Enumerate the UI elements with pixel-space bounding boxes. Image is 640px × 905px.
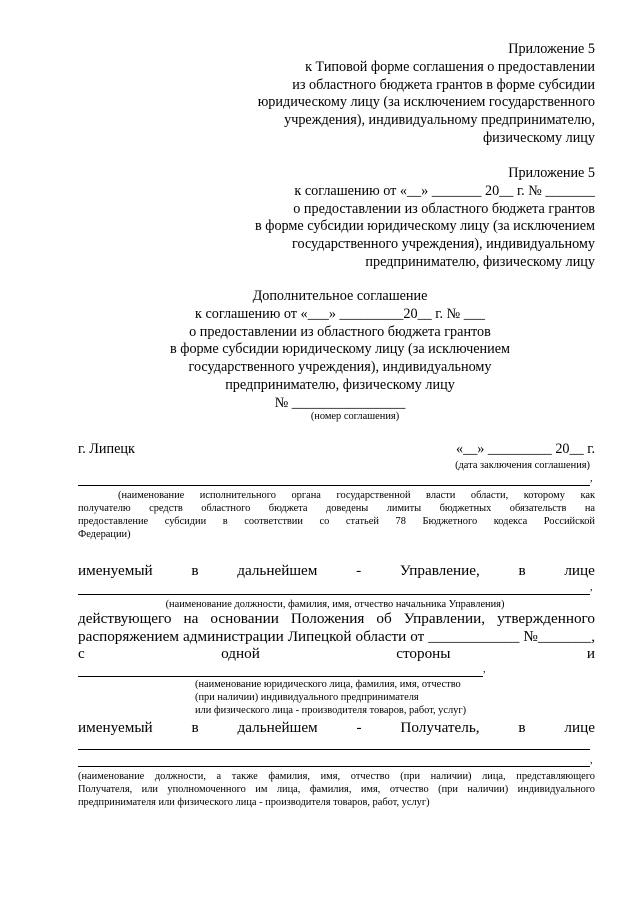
- city: г. Липецк: [78, 441, 135, 457]
- date-caption: (дата заключения соглашения): [455, 460, 590, 471]
- agreement-date: «__» _________ 20__ г.: [456, 441, 595, 457]
- agreement-number-caption: (номер соглашения): [310, 411, 400, 422]
- recipient-name-caption: (наименование юридического лица, фамилия, имя, отчество (при наличии) индивидуального предпринимателя или физического лица - производителя товаров, работ, услуг): [195, 679, 467, 716]
- appendix-header-2: Приложение 5 к соглашению от «__» _______ 20__ г. № _______ о предоставлении из областного бюджета грантов в форме субсидии юридическому лицу (за исключением государственного учреждения), индивидуальному предпринимателю, физическому лицу: [255, 165, 595, 270]
- one-side-row: с одной стороны и: [78, 645, 595, 662]
- representative-line-2: [78, 766, 590, 767]
- named-department-row: именуемый в дальнейшем - Управление, в лице: [78, 562, 595, 579]
- authority-caption: (наименование исполнительного органа государственной власти области, которому как получателю средств областного бюджета доведены лимиты бюджетных обязательств на предоставление субсидии в соответствии со статьей 78 Бюджетного кодекса Российской Федерации): [78, 490, 595, 540]
- named-recipient-row: именуемый в дальнейшем - Получатель, в лице: [78, 719, 595, 736]
- authority-line-comma: ,: [590, 473, 593, 484]
- authority-line: [78, 485, 590, 486]
- appendix-title: Приложение 5: [508, 41, 595, 57]
- basis-paragraph: действующего на основании Положения об Управлении, утвержденного распоряжением администрации Липецкой области от ____________ №_______,: [78, 610, 595, 645]
- agreement-title: Дополнительное соглашение к соглашению от «___» _________20__ г. № ___ о предоставлении из областного бюджета грантов в форме субсидии юридическому лицу (за исключением государственного учреждения), индивидуальному предпринимателю, физическому лицу № ________________: [170, 288, 510, 411]
- representative-caption: (наименование должности, а также фамилия, имя, отчество (при наличии) лица, представляющего Получателя, или уполномоченного им лица, фамилия, имя, отчество (при наличии) индивидуального предпринимателя или физического лица - производителя товаров, работ, услуг): [78, 771, 595, 808]
- appendix-header-1: Приложение 5 к Типовой форме соглашения о предоставлении из областного бюджета грантов в форме субсидии юридическому лицу (за исключением государственного учреждения), индивидуальному предпринимателю, физическому лицу: [200, 41, 595, 148]
- recipient-name-line: [78, 676, 483, 677]
- head-name-caption: (наименование должности, фамилия, имя, отчество начальника Управления): [165, 599, 505, 610]
- document-page: Приложение 5 к Типовой форме соглашения о предоставлении из областного бюджета грантов в форме субсидии юридическому лицу (за исключением государственного учреждения), индивидуальному предпринимателю, физическому лицу Приложение 5 к соглашению от «__» _______ 20__ г. № _______ о предоставлении из областного бюджета грантов в форме субсидии юридическому лицу (за исключением государственного учреждения), индивидуальному предпринимателю, физическому лицу Дополнительное соглашение к соглашению от «___» _________20__ г. № ___ о предоставлении из областного бюджета грантов в форме субсидии юридическому лицу (за исключением государственного учреждения), индивидуальному предпринимателю, физическому лицу № ________________ (номер соглашения) г. Липецк «__» _________ 20__ г. (дата заключения соглашения) , (наименование исполнительного органа государственной власти области, которому как получателю средств областного бюджета доведены лимиты бюджетных обязательств на предоставление субсидии в соответствии со статьей 78 Бюджетного кодекса Российской Федерации) именуемый в дальнейшем - Управление, в лице , (наименование должности, фамилия, имя, отчество начальника Управления) действующего на основании Положения об Управлении, утвержденного распоряжением администрации Липецкой области от ____________ №_______, с одной стороны и , (наименование юридического лица, фамилия, имя, отчество (при наличии) индивидуального предпринимателя или физического лица - производителя товаров, работ, услуг) именуемый в дальнейшем - Получатель, в лице , (наименование должности, а также фамилия, имя, отчество (при наличии) лица, представляющего Получателя, или уполномоченного им лица, фамилия, имя, отчество (при наличии) индивидуального предпринимателя или физического лица - производителя товаров, работ, услуг): [78, 41, 595, 808]
- head-name-line: [78, 594, 590, 595]
- representative-line-1: [78, 749, 590, 750]
